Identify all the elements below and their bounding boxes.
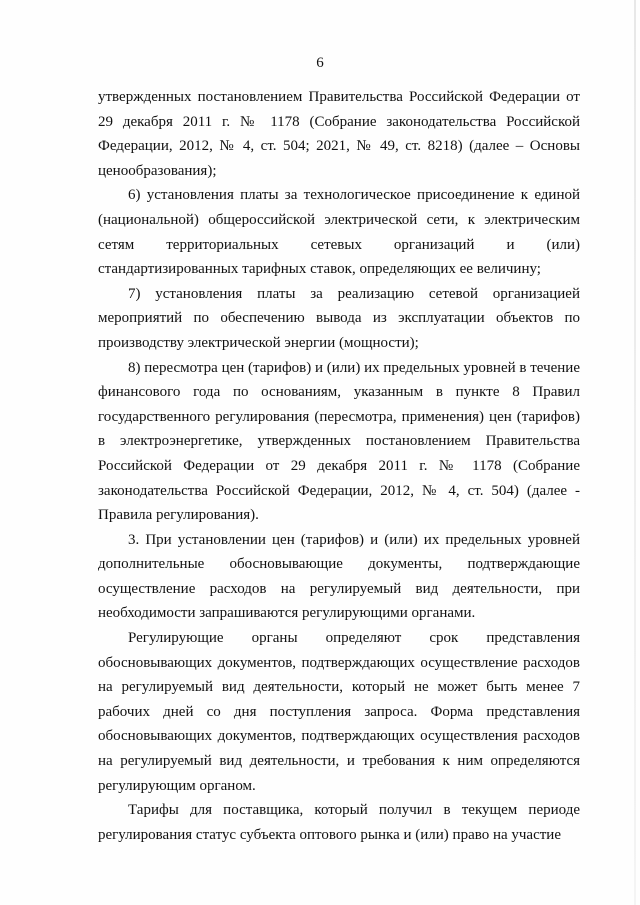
paragraph-regulatory-deadline: Регулирующие органы определяют срок представления обосновывающих документов, подтверждающих осуществление расходов на регулируемый вид деятельности, который не может быть менее 7 рабочих дней со дня поступления запроса. Форма представления обосновывающих документов, подтверждающих осуществления расходов на регулируемый вид деятельности, и требования к ним определяются регулирующим органом. [98,630,580,794]
paragraph-item-8: 8) пересмотра цен (тарифов) и (или) их предельных уровней в течение финансового года по основаниям, указанным в пункте 8 Правил государственного регулирования (пересмотра, применения) цен (тарифов) в электроэнергетике, утвержденных постановлением Правительства Российской Федерации от 29 декабря 2011 г. № 1178 (Собрание законодательства Российской Федерации, 2012, № 4, ст. 504) (далее - Правила регулирования). [98,359,580,524]
paragraph-item-7: 7) установления платы за реализацию сетевой организацией мероприятий по обеспечению вывода из эксплуатации объектов по производству электрической энергии (мощности); [98,285,580,351]
paragraph-continuation: утвержденных постановлением Правительства Российской Федерации от 29 декабря 2011 г. № 1178 (Собрание законодательства Российской Федерации, 2012, № 4, ст. 504; 2021, № 49, ст. 8218) (далее – Основы ценообразования); [98,89,580,179]
paragraph-clause-3: 3. При установлении цен (тарифов) и (или) их предельных уровней дополнительные обосновывающие документы, подтверждающие осуществление расходов на регулируемый вид деятельности, при необходимости запрашиваются регулирующими органами. [98,531,580,622]
scan-edge-shadow [634,0,636,905]
paragraph-item-6: 6) установления платы за технологическое присоединение к единой (национальной) общероссийской электрической сети, к электрическим сетям территориальных сетевых организаций и (или) стандартизированных тарифных ставок, определяющих ее величину; [98,187,580,278]
document-body [98,85,580,847]
page-number: 6 [316,55,324,71]
paragraph-tariffs-supplier: Тарифы для поставщика, который получил в текущем периоде регулирования статус субъекта оптового рынка и (или) право на участие [98,802,580,843]
